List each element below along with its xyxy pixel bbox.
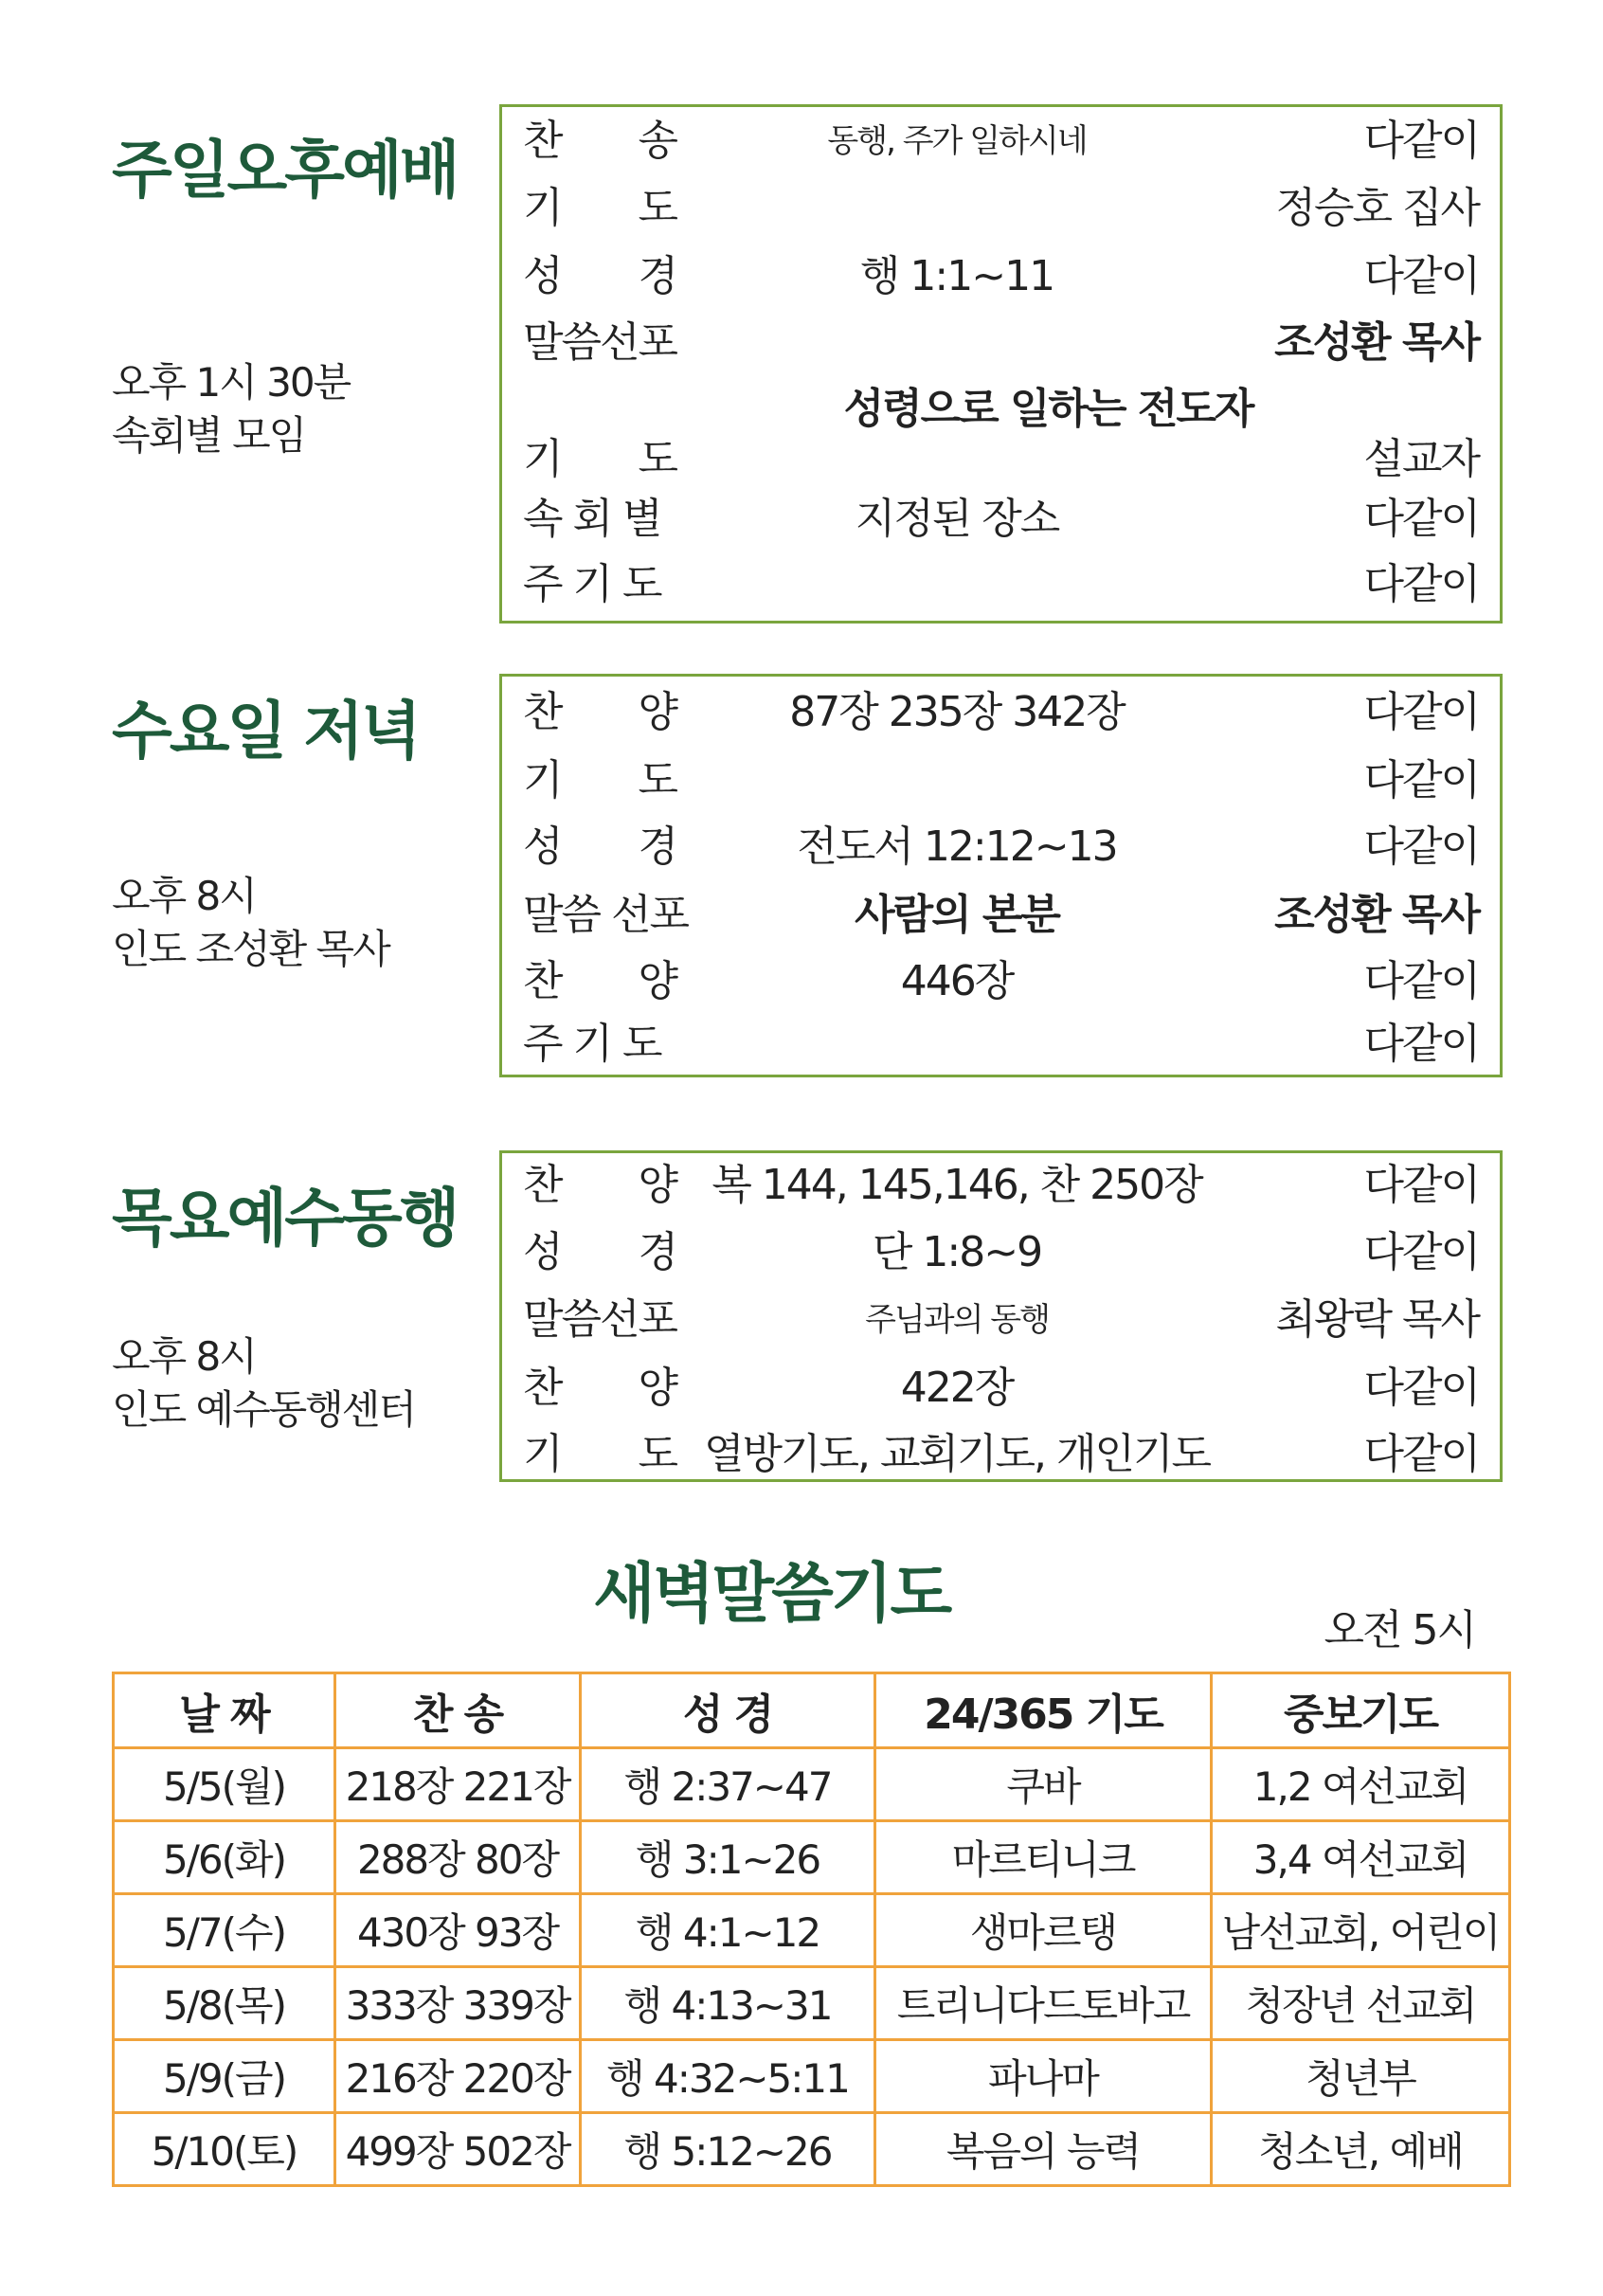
order-label-char: 찬 bbox=[523, 688, 562, 736]
order-label: 주 기 도 bbox=[523, 560, 661, 608]
order-row bbox=[502, 180, 1500, 237]
order-leader: 정승호 집사 bbox=[1275, 184, 1479, 232]
scripture-cell: 행 2:37~47 bbox=[581, 1748, 875, 1821]
order-label bbox=[523, 1360, 676, 1417]
wednesday-evening-subtitle bbox=[112, 870, 389, 976]
table-row bbox=[114, 1967, 1510, 2040]
hymn-cell: 430장 93장 bbox=[335, 1894, 581, 1967]
table-row bbox=[114, 2113, 1510, 2186]
order-label-char: 성 bbox=[523, 1228, 562, 1276]
order-label-char: 찬 bbox=[523, 957, 562, 1005]
order-label: 주 기 도 bbox=[523, 1020, 661, 1068]
order-content: 단 1:8~9 bbox=[872, 1228, 1042, 1276]
wednesday-evening-title: 수요일 저녁 bbox=[112, 695, 419, 768]
table-row bbox=[114, 1894, 1510, 1967]
order-leader: 다같이 bbox=[1363, 252, 1479, 300]
dawn-prayer-table bbox=[112, 1672, 1511, 2187]
scripture-cell: 행 4:13~31 bbox=[581, 1967, 875, 2040]
order-leader: 다같이 bbox=[1363, 495, 1479, 543]
order-label-char: 성 bbox=[523, 252, 562, 300]
order-leader: 최왕락 목사 bbox=[1275, 1295, 1479, 1344]
order-leader: 조성환 목사 bbox=[1274, 891, 1479, 939]
order-row bbox=[502, 1157, 1500, 1214]
prayer-cell: 복음의 능력 bbox=[875, 2113, 1212, 2186]
order-content: 동행, 주가 일하시네 bbox=[827, 122, 1087, 160]
intercession-cell: 남선교회, 어린이 bbox=[1212, 1894, 1510, 1967]
order-label-char: 양 bbox=[638, 1161, 676, 1209]
dawn-prayer-time: 오전 5시 bbox=[1324, 1606, 1475, 1654]
order-label: 말씀 선포 bbox=[523, 891, 689, 939]
sunday-afternoon-time: 오후 1시 30분 bbox=[112, 359, 351, 406]
date-cell: 5/10(토) bbox=[114, 2113, 335, 2186]
order-leader: 설교자 bbox=[1363, 435, 1479, 483]
order-label bbox=[523, 953, 676, 1010]
hymn-cell: 216장 220장 bbox=[335, 2040, 581, 2113]
intercession-cell: 청장년 선교회 bbox=[1212, 1967, 1510, 2040]
thursday-walk-order-box bbox=[499, 1150, 1503, 1482]
order-label-char: 찬 bbox=[523, 117, 562, 165]
intercession-cell: 청년부 bbox=[1212, 2040, 1510, 2113]
column-header-intercession: 중보기도 bbox=[1212, 1673, 1510, 1748]
prayer-cell: 트리니다드토바고 bbox=[875, 1967, 1212, 2040]
thursday-walk-leader: 인도 예수동행센터 bbox=[112, 1386, 415, 1433]
order-label bbox=[523, 180, 676, 237]
order-label: 속 회 별 bbox=[523, 495, 661, 543]
order-label-char: 기 bbox=[523, 756, 562, 805]
order-label-char: 경 bbox=[638, 823, 676, 871]
order-content: 87장 235장 342장 bbox=[789, 688, 1125, 736]
prayer-cell: 생마르탱 bbox=[875, 1894, 1212, 1967]
table-row bbox=[114, 2040, 1510, 2113]
order-row bbox=[502, 1016, 1500, 1073]
sunday-afternoon-order-box bbox=[499, 104, 1503, 624]
order-label bbox=[523, 431, 676, 488]
order-row bbox=[502, 1360, 1500, 1417]
order-row bbox=[502, 491, 1500, 548]
hymn-cell: 499장 502장 bbox=[335, 2113, 581, 2186]
order-label-char: 도 bbox=[638, 1430, 676, 1478]
date-cell: 5/5(월) bbox=[114, 1748, 335, 1821]
order-label bbox=[523, 1426, 676, 1483]
order-label-char: 성 bbox=[523, 823, 562, 871]
column-header-scripture: 성 경 bbox=[581, 1673, 875, 1748]
order-label-char: 찬 bbox=[523, 1161, 562, 1209]
date-cell: 5/6(화) bbox=[114, 1821, 335, 1894]
date-cell: 5/7(수) bbox=[114, 1894, 335, 1967]
date-cell: 5/8(목) bbox=[114, 1967, 335, 2040]
thursday-walk-subtitle bbox=[112, 1330, 415, 1437]
order-row bbox=[502, 431, 1500, 488]
table-header-row bbox=[114, 1673, 1510, 1748]
dawn-prayer-title: 새벽말씀기도 bbox=[593, 1557, 950, 1632]
sermon-title: 성령으로 일하는 전도자 bbox=[843, 385, 1253, 433]
order-leader: 다같이 bbox=[1363, 823, 1479, 871]
order-label-char: 도 bbox=[638, 435, 676, 483]
order-row bbox=[502, 752, 1500, 809]
wednesday-evening-leader: 인도 조성환 목사 bbox=[112, 926, 389, 972]
order-label bbox=[523, 684, 676, 741]
order-row bbox=[502, 1224, 1500, 1281]
order-leader: 다같이 bbox=[1363, 1020, 1479, 1068]
order-label bbox=[523, 113, 676, 170]
order-row bbox=[502, 315, 1500, 371]
order-content: 전도서 12:12~13 bbox=[797, 823, 1117, 871]
intercession-cell: 청소년, 예배 bbox=[1212, 2113, 1510, 2186]
table-row bbox=[114, 1821, 1510, 1894]
thursday-walk-time: 오후 8시 bbox=[112, 1333, 256, 1380]
column-header-date: 날 짜 bbox=[114, 1673, 335, 1748]
order-row bbox=[502, 887, 1500, 944]
order-label bbox=[523, 248, 676, 305]
order-label bbox=[523, 819, 676, 876]
prayer-cell: 마르티니크 bbox=[875, 1821, 1212, 1894]
order-label-char: 송 bbox=[638, 117, 676, 165]
order-row bbox=[502, 248, 1500, 305]
order-label: 말씀선포 bbox=[523, 1295, 677, 1344]
scripture-cell: 행 4:1~12 bbox=[581, 1894, 875, 1967]
order-label-char: 기 bbox=[523, 184, 562, 232]
intercession-cell: 3,4 여선교회 bbox=[1212, 1821, 1510, 1894]
order-leader: 조성환 목사 bbox=[1274, 318, 1479, 367]
order-row bbox=[502, 953, 1500, 1010]
order-leader: 다같이 bbox=[1363, 957, 1479, 1005]
order-row bbox=[502, 684, 1500, 741]
order-leader: 다같이 bbox=[1363, 1430, 1479, 1478]
order-label: 말씀선포 bbox=[523, 318, 677, 367]
prayer-cell: 파나마 bbox=[875, 2040, 1212, 2113]
order-leader: 다같이 bbox=[1363, 1364, 1479, 1412]
hymn-cell: 333장 339장 bbox=[335, 1967, 581, 2040]
order-label-char: 양 bbox=[638, 1364, 676, 1412]
scripture-cell: 행 3:1~26 bbox=[581, 1821, 875, 1894]
order-leader: 다같이 bbox=[1363, 688, 1479, 736]
column-header-24-365-prayer: 24/365 기도 bbox=[875, 1673, 1212, 1748]
intercession-cell: 1,2 여선교회 bbox=[1212, 1748, 1510, 1821]
order-row bbox=[502, 1426, 1500, 1483]
wednesday-evening-time: 오후 8시 bbox=[112, 873, 256, 919]
order-label-char: 경 bbox=[638, 252, 676, 300]
sunday-afternoon-subtitle bbox=[112, 356, 350, 462]
order-content: 복 144, 145,146, 찬 250장 bbox=[711, 1161, 1202, 1209]
order-label bbox=[523, 1224, 676, 1281]
order-label-char: 기 bbox=[523, 435, 562, 483]
order-content: 422장 bbox=[900, 1364, 1014, 1412]
column-header-hymn: 찬 송 bbox=[335, 1673, 581, 1748]
order-content: 지정된 장소 bbox=[855, 495, 1059, 543]
thursday-walk-title: 목요예수동행 bbox=[112, 1182, 458, 1255]
order-label-char: 양 bbox=[638, 688, 676, 736]
order-label bbox=[523, 752, 676, 809]
wednesday-evening-order-box bbox=[499, 674, 1503, 1077]
hymn-cell: 218장 221장 bbox=[335, 1748, 581, 1821]
order-leader: 다같이 bbox=[1363, 117, 1479, 165]
order-label-char: 도 bbox=[638, 184, 676, 232]
order-leader: 다같이 bbox=[1363, 1161, 1479, 1209]
order-label-char: 찬 bbox=[523, 1364, 562, 1412]
order-label-char: 기 bbox=[523, 1430, 562, 1478]
table-row bbox=[114, 1748, 1510, 1821]
date-cell: 5/9(금) bbox=[114, 2040, 335, 2113]
sermon-title: 주님과의 동행 bbox=[865, 1301, 1049, 1339]
scripture-cell: 행 4:32~5:11 bbox=[581, 2040, 875, 2113]
order-leader: 다같이 bbox=[1363, 756, 1479, 805]
sunday-afternoon-title: 주일오후예배 bbox=[112, 134, 458, 207]
order-label-char: 경 bbox=[638, 1228, 676, 1276]
order-leader: 다같이 bbox=[1363, 1228, 1479, 1276]
order-label-char: 도 bbox=[638, 756, 676, 805]
order-content: 열방기도, 교회기도, 개인기도 bbox=[704, 1430, 1210, 1478]
sunday-afternoon-note: 속회별 모임 bbox=[112, 412, 306, 459]
order-leader: 다같이 bbox=[1363, 560, 1479, 608]
order-content: 행 1:1~11 bbox=[859, 252, 1054, 300]
order-row bbox=[502, 556, 1500, 613]
order-label-char: 양 bbox=[638, 957, 676, 1005]
prayer-cell: 쿠바 bbox=[875, 1748, 1212, 1821]
sermon-title: 사람의 본분 bbox=[855, 891, 1059, 939]
scripture-cell: 행 5:12~26 bbox=[581, 2113, 875, 2186]
order-row bbox=[502, 113, 1500, 170]
hymn-cell: 288장 80장 bbox=[335, 1821, 581, 1894]
order-content: 446장 bbox=[900, 957, 1014, 1005]
order-label bbox=[523, 1157, 676, 1214]
order-row bbox=[502, 1292, 1500, 1348]
order-row bbox=[502, 819, 1500, 876]
